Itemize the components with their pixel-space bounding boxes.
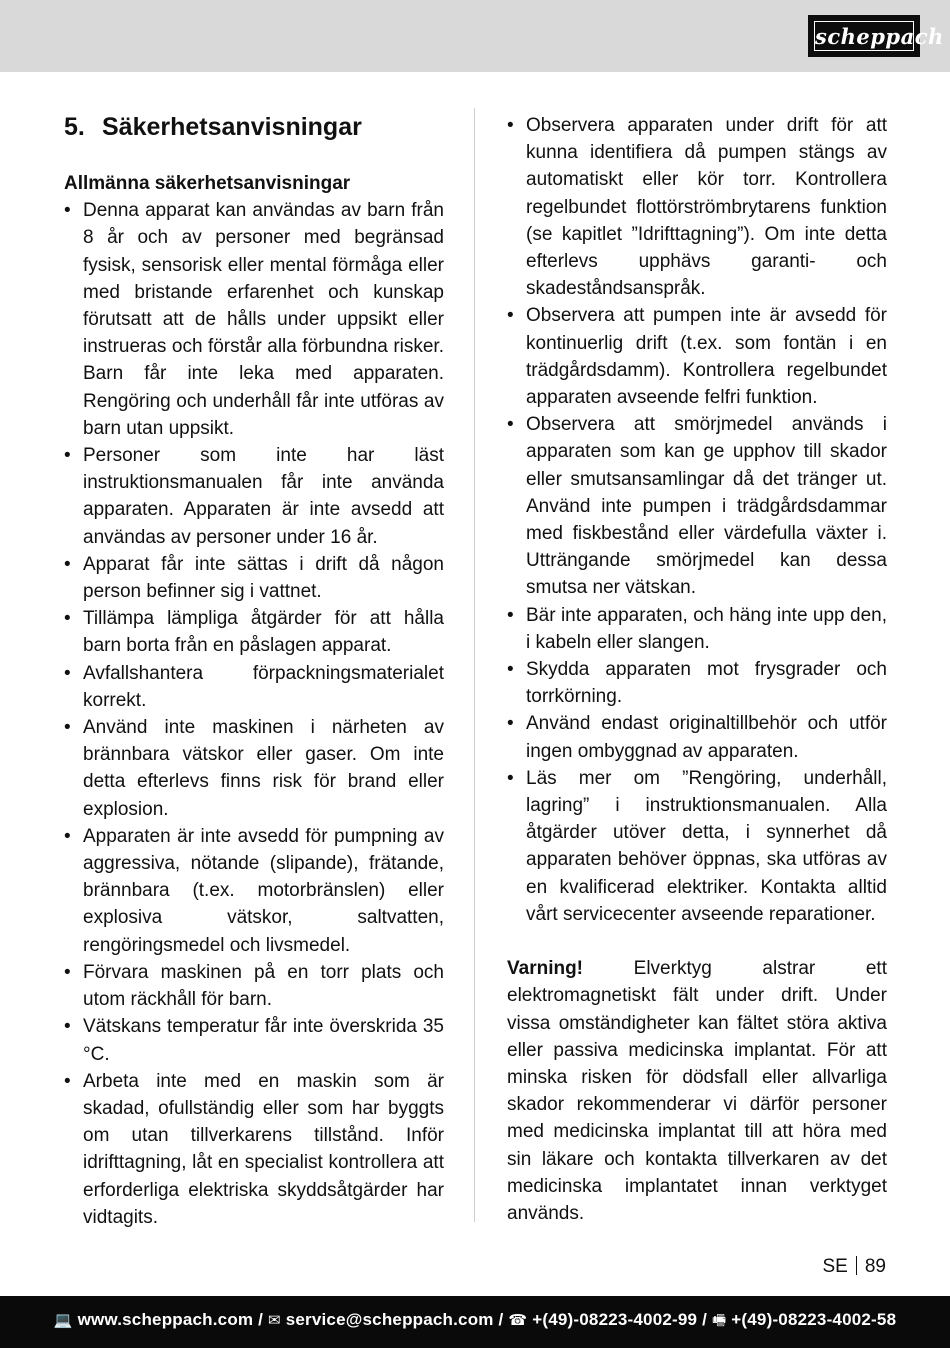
list-item: • Apparaten är inte avsedd för pumpning av aggressiva, nötande (slipande), frätande, brännbara (t.ex. motorbränslen) eller explosiva vätskor, saltvatten, rengöringsmedel och livsmedel. — [64, 825, 444, 956]
list-item: • Apparat får inte sättas i drift då någon person befinner sig i vattnet. — [64, 553, 444, 603]
list-item: • Observera apparaten under drift för att kunna identifiera då pumpen stängs av automatiskt eller kör torr. Kontrollera regelbundet flottörströmbrytarens funktion (se kapitlet ”Idrifttagning”). Om inte detta efterlevs upphävs garanti- och skadeståndsanspråk. — [507, 115, 887, 300]
right-column — [507, 112, 887, 1227]
warning-paragraph — [507, 955, 887, 1227]
section-number: 5. — [64, 113, 85, 141]
logo-text: scheppach — [814, 21, 914, 51]
page-separator — [856, 1256, 857, 1275]
footer-bar: 💻 www.scheppach.com / ✉ service@scheppach.com / ☎ +(49)-08223-4002-99 / 🖷 +(49)-08223-4002-58 — [0, 1296, 950, 1348]
computer-icon: 💻 — [53, 1312, 73, 1329]
list-item: • Läs mer om ”Rengöring, underhåll, lagring” i instruktionsmanualen. Alla åtgärder utöver detta, i synnerhet då apparaten behöver öppnas, ska utföras av en kvalificerad elektriker. Kontakta alltid vårt servicecenter avseende reparationer. — [507, 767, 887, 925]
mail-icon: ✉ — [268, 1312, 281, 1329]
page-number-value: 89 — [864, 1256, 886, 1277]
page-language: SE — [822, 1256, 848, 1277]
list-item: • Använd endast originaltillbehör och utför ingen ombyggnad av apparaten. — [507, 713, 887, 762]
list-item: • Använd inte maskinen i närheten av brännbara vätskor eller gaser. Om inte detta efterlevs finns risk för brand eller explosion. — [64, 717, 444, 820]
footer-phone: +(49)-08223-4002-99 — [532, 1310, 698, 1329]
warning-text: Elverktyg alstrar ett elektromagnetiskt fält under drift. Under vissa omständigheter kan fältet störa aktiva eller passiva medicinska implantat. För att minska risken för dödsfall eller allvarliga skador rekommenderar vi därför personer med medicinska implantat till att höra med sin läkare och kontakta tillverkaren av det medicinska implantatet innan verktyget används. — [507, 958, 887, 1224]
list-item: • Observera att smörjmedel används i apparaten som kan ge upphov till skador eller smutsansamlingar då det tränger ut. Använd inte pumpen i trädgårdsdammar med fiskbestånd eller värdefulla växter i. Utträngande smörjmedel kan dessa smutsa ner vätskan. — [507, 414, 887, 599]
list-item: • Skydda apparaten mot frysgrader och torrkörning. — [507, 659, 887, 708]
scheppach-logo — [809, 16, 944, 56]
warning-label: Varning! — [507, 958, 584, 980]
list-item: • Arbeta inte med en maskin som är skadad, ofullständig eller som har byggts om utan tillverkarens tillstånd. Inför idrifttagning, låt en specialist kontrollera att erforderliga elektriska skyddsåtgärder har vidtagits. — [64, 1070, 444, 1228]
footer-fax: +(49)-08223-4002-58 — [731, 1310, 897, 1329]
list-item: • Vätskans temperatur får inte överskrida 35 °C. — [64, 1016, 444, 1065]
page-number — [823, 1255, 887, 1279]
list-item: • Denna apparat kan användas av barn från 8 år och av personer med begränsad fysisk, sensorisk eller mental förmåga eller med bristande erfarenhet och kunskap förutsatt att de hålls under uppsikt eller instrueras och förstår alla förbundna risker. Barn får inte leka med apparaten. Rengöring och underhåll får inte utföras av barn utan uppsikt. — [64, 200, 444, 439]
list-item: • Förvara maskinen på en torr plats och utom räckhåll för barn. — [64, 961, 444, 1011]
subheading: Allmänna säkerhetsanvisningar — [64, 173, 351, 194]
list-item: • Bär inte apparaten, och häng inte upp den, i kabeln eller slangen. — [507, 604, 887, 653]
right-bullet-list — [507, 112, 887, 928]
list-item: • Tillämpa lämpliga åtgärder för att hålla barn borta från en påslagen apparat. — [64, 608, 444, 657]
phone-icon: ☎ — [508, 1312, 528, 1329]
list-item: • Observera att pumpen inte är avsedd för kontinuerlig drift (t.ex. som fontän i en trädgårdsdamm). Kontrollera regelbundet apparaten avseende felfri funktion. — [507, 305, 887, 409]
section-title — [64, 112, 444, 142]
left-bullet-list — [64, 197, 444, 1231]
footer-email[interactable]: service@scheppach.com — [285, 1310, 494, 1329]
footer-website[interactable]: www.scheppach.com — [77, 1310, 254, 1329]
fax-icon: 🖷 — [711, 1312, 727, 1329]
section-title-text: Säkerhetsanvisningar — [102, 113, 362, 141]
list-item: • Personer som inte har läst instruktionsmanualen får inte använda apparaten. Apparaten är inte avsedd att användas av personer under 16 år. — [64, 445, 444, 548]
list-item: • Avfallshantera förpackningsmaterialet korrekt. — [64, 662, 444, 711]
header-bar — [0, 0, 950, 72]
column-divider — [474, 108, 475, 1222]
left-column — [64, 112, 444, 1231]
